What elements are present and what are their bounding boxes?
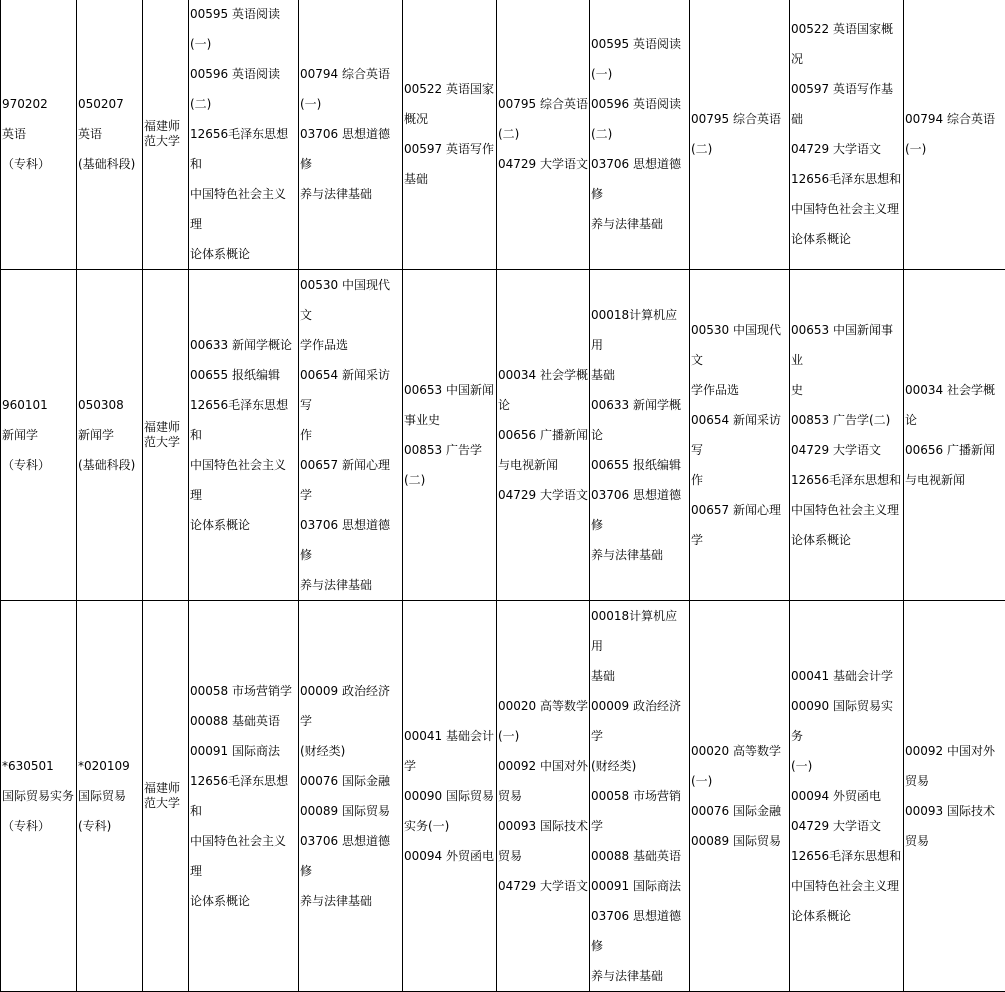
course-line: 00034 社会学概 xyxy=(905,375,1004,405)
course-cell xyxy=(790,270,904,601)
course-cell xyxy=(299,0,403,270)
course-line: 00657 新闻心理学 xyxy=(691,495,788,555)
course-line: 基础 xyxy=(404,164,495,194)
cell-text: 970202 xyxy=(2,89,75,119)
major-name-cell xyxy=(77,601,143,992)
cell-text: 范大学 xyxy=(144,796,187,811)
course-cell xyxy=(590,0,690,270)
course-cell xyxy=(403,270,497,601)
course-line: (一) xyxy=(791,751,902,781)
table-row xyxy=(1,601,1005,992)
cell-text: *630501 xyxy=(2,751,75,781)
course-line: 00653 中国新闻 xyxy=(404,375,495,405)
course-line: 00654 新闻采访写 xyxy=(691,405,788,465)
school-cell xyxy=(143,601,189,992)
course-line: (二) xyxy=(498,119,588,149)
course-line: 中国特色社会主义理 xyxy=(791,871,902,901)
cell-text: 新闻学 xyxy=(2,420,75,450)
course-line: (一) xyxy=(591,59,688,89)
course-line: 作 xyxy=(691,465,788,495)
course-line: 12656毛泽东思想和 xyxy=(791,164,902,194)
course-cell xyxy=(690,601,790,992)
course-line: 00076 国际金融 xyxy=(691,796,788,826)
course-line: 论体系概论 xyxy=(791,901,902,931)
cell-text: (基础科段) xyxy=(78,450,141,480)
course-line: 00655 报纸编辑 xyxy=(190,360,297,390)
course-line: 00795 综合英语 xyxy=(498,89,588,119)
course-line: 论体系概论 xyxy=(791,224,902,254)
course-line: (二) xyxy=(691,134,788,164)
course-line: 12656毛泽东思想和 xyxy=(190,390,297,450)
course-cell xyxy=(189,601,299,992)
course-line: 00656 广播新闻 xyxy=(498,420,588,450)
course-line: 00795 综合英语 xyxy=(691,104,788,134)
course-line: 00794 综合英语 xyxy=(300,59,401,89)
cell-text: (专科) xyxy=(78,811,141,841)
course-line: 00076 国际金融 xyxy=(300,766,401,796)
course-cell xyxy=(189,270,299,601)
major-name-cell xyxy=(77,270,143,601)
course-line: 00655 报纸编辑 xyxy=(591,450,688,480)
course-line: 史 xyxy=(791,375,902,405)
course-line: 贸易 xyxy=(498,781,588,811)
course-line: 事业史 xyxy=(404,405,495,435)
course-line: 00018计算机应用 xyxy=(591,300,688,360)
course-line: 00633 新闻学概论 xyxy=(190,330,297,360)
course-line: 养与法律基础 xyxy=(300,179,401,209)
cell-text: 050308 xyxy=(78,390,141,420)
cell-text: 英语 xyxy=(2,119,75,149)
course-line: 00009 政治经济学 xyxy=(300,676,401,736)
cell-text: 国际贸易实务 xyxy=(2,781,75,811)
course-line: 中国特色社会主义理 xyxy=(190,826,297,886)
course-line: 与电视新闻 xyxy=(498,450,588,480)
course-line: 基础 xyxy=(591,661,688,691)
course-line: 00530 中国现代文 xyxy=(691,315,788,375)
cell-text: (基础科段) xyxy=(78,149,141,179)
course-line: 00530 中国现代文 xyxy=(300,270,401,330)
course-line: 贸易 xyxy=(905,826,1004,856)
course-cell xyxy=(189,0,299,270)
course-line: 00090 国际贸易实务 xyxy=(791,691,902,751)
course-line: 学作品选 xyxy=(300,330,401,360)
course-line: 作 xyxy=(300,420,401,450)
course-cell xyxy=(497,601,590,992)
course-line: 学作品选 xyxy=(691,375,788,405)
course-line: (二) xyxy=(404,465,495,495)
course-line: 00094 外贸函电 xyxy=(791,781,902,811)
school-cell xyxy=(143,0,189,270)
course-line: 04729 大学语文 xyxy=(498,480,588,510)
course-line: (财经类) xyxy=(591,751,688,781)
course-line: 00020 高等数学 xyxy=(691,736,788,766)
course-line: 00058 市场营销学 xyxy=(591,781,688,841)
course-cell xyxy=(299,601,403,992)
course-line: 00853 广告学(二) xyxy=(791,405,902,435)
course-cell xyxy=(299,270,403,601)
course-line: 00522 英语国家 xyxy=(404,74,495,104)
course-line: 00089 国际贸易 xyxy=(300,796,401,826)
course-line: 00656 广播新闻 xyxy=(905,435,1004,465)
major-code-cell xyxy=(1,270,77,601)
course-line: 贸易 xyxy=(498,841,588,871)
course-line: 中国特色社会主义理 xyxy=(791,194,902,224)
course-line: 00657 新闻心理学 xyxy=(300,450,401,510)
course-cell xyxy=(790,0,904,270)
major-name-cell xyxy=(77,0,143,270)
course-cell xyxy=(904,0,1005,270)
course-line: 04729 大学语文 xyxy=(791,134,902,164)
course-line: 论体系概论 xyxy=(791,525,902,555)
cell-text: （专科） xyxy=(2,811,75,841)
course-line: 12656毛泽东思想和 xyxy=(190,766,297,826)
course-line: 00034 社会学概 xyxy=(498,360,588,390)
course-line: 12656毛泽东思想和 xyxy=(791,841,902,871)
course-line: 03706 思想道德修 xyxy=(591,901,688,961)
course-cell xyxy=(904,601,1005,992)
course-cell xyxy=(497,270,590,601)
course-line: 养与法律基础 xyxy=(300,886,401,916)
course-line: 中国特色社会主义理 xyxy=(190,450,297,510)
table-row xyxy=(1,270,1005,601)
course-line: 与电视新闻 xyxy=(905,465,1004,495)
cell-text: 范大学 xyxy=(144,435,187,450)
cell-text: 960101 xyxy=(2,390,75,420)
course-line: 00058 市场营销学 xyxy=(190,676,297,706)
course-line: 养与法律基础 xyxy=(591,540,688,570)
course-line: 养与法律基础 xyxy=(591,961,688,991)
course-line: (一) xyxy=(300,89,401,119)
course-line: 00092 中国对外 xyxy=(905,736,1004,766)
course-line: 00522 英语国家概况 xyxy=(791,14,902,74)
course-line: 学 xyxy=(404,751,495,781)
course-line: 00595 英语阅读 xyxy=(591,29,688,59)
cell-text: 英语 xyxy=(78,119,141,149)
course-cell xyxy=(590,601,690,992)
course-line: 04729 大学语文 xyxy=(498,871,588,901)
cell-text: （专科） xyxy=(2,450,75,480)
course-line: 论体系概论 xyxy=(190,510,297,540)
course-line: 实务(一) xyxy=(404,811,495,841)
school-cell xyxy=(143,270,189,601)
cell-text: 范大学 xyxy=(144,134,187,149)
course-line: 03706 思想道德修 xyxy=(300,826,401,886)
cell-text: 国际贸易 xyxy=(78,781,141,811)
course-line: 00094 外贸函电 xyxy=(404,841,495,871)
course-line: 00088 基础英语 xyxy=(591,841,688,871)
course-line: (财经类) xyxy=(300,736,401,766)
course-line: 概况 xyxy=(404,104,495,134)
course-line: 03706 思想道德修 xyxy=(300,119,401,179)
course-line: 00089 国际贸易 xyxy=(691,826,788,856)
course-line: 00633 新闻学概论 xyxy=(591,390,688,450)
course-line: 中国特色社会主义理 xyxy=(190,179,297,239)
course-line: 论体系概论 xyxy=(190,239,297,269)
course-line: 00091 国际商法 xyxy=(591,871,688,901)
course-line: 00041 基础会计 xyxy=(404,721,495,751)
cell-text: 福建师 xyxy=(144,781,187,796)
course-line: (一) xyxy=(905,134,1004,164)
course-line: 00654 新闻采访写 xyxy=(300,360,401,420)
course-line: 00018计算机应用 xyxy=(591,601,688,661)
course-line: 00041 基础会计学 xyxy=(791,661,902,691)
course-line: 养与法律基础 xyxy=(591,209,688,239)
course-line: 00091 国际商法 xyxy=(190,736,297,766)
course-line: 论 xyxy=(498,390,588,420)
course-line: 论体系概论 xyxy=(190,886,297,916)
course-line: 00596 英语阅读(二) xyxy=(190,59,297,119)
course-cell xyxy=(790,601,904,992)
cell-text: 福建师 xyxy=(144,119,187,134)
course-line: 00597 英语写作基础 xyxy=(791,74,902,134)
course-cell xyxy=(403,0,497,270)
cell-text: （专科） xyxy=(2,149,75,179)
course-line: 04729 大学语文 xyxy=(791,435,902,465)
cell-text: 福建师 xyxy=(144,420,187,435)
course-line: 00093 国际技术 xyxy=(905,796,1004,826)
course-line: 03706 思想道德修 xyxy=(591,149,688,209)
course-line: 12656毛泽东思想和 xyxy=(791,465,902,495)
course-line: 03706 思想道德修 xyxy=(591,480,688,540)
course-line: 00009 政治经济学 xyxy=(591,691,688,751)
table-row xyxy=(1,0,1005,270)
course-line: 00596 英语阅读 xyxy=(591,89,688,119)
course-line: 论 xyxy=(905,405,1004,435)
cell-text: 新闻学 xyxy=(78,420,141,450)
major-code-cell xyxy=(1,0,77,270)
course-line: 00653 中国新闻事业 xyxy=(791,315,902,375)
course-line: 12656毛泽东思想和 xyxy=(190,119,297,179)
course-cell xyxy=(690,270,790,601)
course-line: 00088 基础英语 xyxy=(190,706,297,736)
course-line: 00794 综合英语 xyxy=(905,104,1004,134)
course-line: 03706 思想道德修 xyxy=(300,510,401,570)
course-cell xyxy=(497,0,590,270)
major-code-cell xyxy=(1,601,77,992)
course-cell xyxy=(590,270,690,601)
course-cell xyxy=(403,601,497,992)
course-line: 养与法律基础 xyxy=(300,570,401,600)
course-line: (一) xyxy=(498,721,588,751)
course-line: 贸易 xyxy=(905,766,1004,796)
course-line: 00853 广告学 xyxy=(404,435,495,465)
course-line: 00093 国际技术 xyxy=(498,811,588,841)
course-cell xyxy=(690,0,790,270)
course-line: 00595 英语阅读(一) xyxy=(190,0,297,59)
course-cell xyxy=(904,270,1005,601)
course-line: (二) xyxy=(591,119,688,149)
course-line: 00020 高等数学 xyxy=(498,691,588,721)
course-line: 00597 英语写作 xyxy=(404,134,495,164)
course-line: 中国特色社会主义理 xyxy=(791,495,902,525)
course-line: 04729 大学语文 xyxy=(791,811,902,841)
course-line: 基础 xyxy=(591,360,688,390)
course-line: 00092 中国对外 xyxy=(498,751,588,781)
cell-text: 050207 xyxy=(78,89,141,119)
cell-text: *020109 xyxy=(78,751,141,781)
course-line: 04729 大学语文 xyxy=(498,149,588,179)
course-line: 00090 国际贸易 xyxy=(404,781,495,811)
course-line: (一) xyxy=(691,766,788,796)
